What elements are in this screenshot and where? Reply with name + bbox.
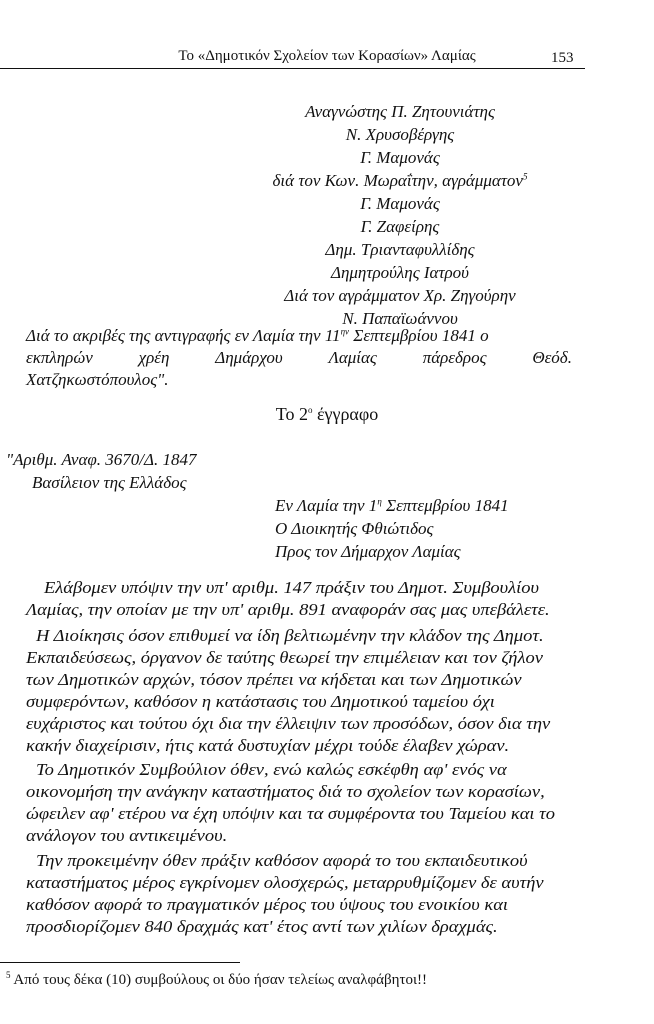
signature-line: Γ. Μαμονάς: [360, 148, 440, 167]
sender-line: Ο Διοικητής Φθιώτιδος: [275, 519, 434, 538]
body-line: ανάλογον του αντικειμένου.: [26, 826, 228, 845]
reference-number: "Αριθμ. Αναφ. 3670/Δ. 1847: [6, 450, 197, 469]
word: εκπληρών: [26, 348, 93, 367]
footnote-ref: 5: [522, 171, 528, 182]
signature-line: Δημητρούλης Ιατρού: [330, 263, 469, 282]
signature-line: Γ. Ζαφείρης: [360, 217, 440, 236]
body-line: των Δημοτικών αρχών, τόσον πρέπει να κήδεται και των Δημοτικών: [26, 670, 522, 689]
body-line: Ελάβομεν υπόψιν την υπ' αριθμ. 147 πράξιν του Δημοτ. Συμβουλίου: [44, 578, 540, 597]
body-line: Το Δημοτικόν Συμβούλιον όθεν, ενώ καλώς εσκέφθη αφ' ενός να: [36, 760, 507, 779]
body-line: καταστήματος μέρος εγκρίνομεν ολοσχερώς, μεταρρυθμίζομεν δε αυτήν: [26, 873, 544, 892]
body-line: Εκπαιδεύσεως, όργανον δε ταύτης θεωρεί την επιμέλειαν και τον ζήλον: [26, 648, 543, 667]
header-divider: [0, 68, 585, 69]
word: Δημάρχου: [215, 348, 283, 367]
text-span: Σεπτεμβρίου 1841 ο: [349, 326, 489, 345]
certification-line-2: [26, 348, 572, 368]
footnote: [6, 972, 427, 989]
word: Λαμίας: [328, 348, 377, 367]
running-header: Το «Δημοτικόν Σχολείον των Κορασίων» Λαμίας: [178, 48, 476, 64]
body-line: καθόσον αφορά το πραγματικόν μέρος του ύψους του ενοικίου και: [26, 895, 509, 914]
date-line: [275, 496, 509, 516]
signature-line: [210, 171, 590, 191]
word: Θεόδ.: [532, 348, 572, 367]
body-line: οικονομήση την ανάγκην καταστήματος διά το σχολείον των κορασίων,: [26, 782, 545, 801]
ordinal-sup: ην: [340, 326, 350, 337]
signature-line: Ν. Χρυσοβέργης: [345, 125, 455, 144]
body-line: κακήν διαχείρισιν, ήτις κατά δυστυχίαν μέχρι τούδε έλαβεν χώραν.: [26, 736, 510, 755]
recipient-line: Προς τον Δήμαρχον Λαμίας: [275, 542, 461, 561]
word: χρέη: [138, 348, 170, 367]
text-span: Διά το ακριβές της αντιγραφής εν Λαμία την 11: [26, 326, 341, 345]
body-line: συμφερόντων, καθόσον η κατάστασις του Δημοτικού ταμείου όχι: [26, 692, 495, 711]
text-span: Σεπτεμβρίου 1841: [381, 496, 509, 515]
footnote-divider: [0, 962, 240, 963]
body-line: Την προκειμένην όθεν πράξιν καθόσον αφορά το του εκπαιδευτικού: [36, 851, 528, 870]
section-title: [0, 404, 654, 425]
text-span: έγγραφο: [312, 404, 379, 424]
text-span: Το 2: [275, 404, 308, 424]
body-line: Η Διοίκησις όσον επιθυμεί να ίδη βελτιωμένην την κλάδον της Δημοτ.: [36, 626, 544, 645]
footnote-marker: 5: [6, 970, 11, 980]
signature-line: Γ. Μαμονάς: [360, 194, 440, 213]
kingdom-line: Βασίλειον της Ελλάδος: [32, 473, 187, 492]
body-line: ώφειλεν αφ' ετέρου να έχη υπόψιν και τα συμφέροντα του Ταμείου και το: [26, 804, 556, 823]
body-line: προσδιορίζομεν 840 δραχμάς κατ' έτος αντί των χιλίων δραχμάς.: [26, 917, 498, 936]
footnote-text: Από τους δέκα (10) συμβούλους οι δύο ήσαν τελείως αναλφάβητοι!!: [10, 972, 428, 988]
signature-line: Ν. Παπαϊωάννου: [342, 309, 458, 328]
signature-text: διά τον Κων. Μωραΐτην, αγράμματον: [272, 171, 523, 190]
body-line: Λαμίας, την οποίαν με την υπ' αριθμ. 891 αναφοράν σας μας υπεβάλετε.: [26, 600, 550, 619]
word: πάρεδρος: [422, 348, 487, 367]
certification-line-3: Χατζηκωστόπουλος".: [26, 370, 169, 389]
signature-line: Αναγνώστης Π. Ζητουνιάτης: [305, 102, 495, 121]
body-line: ευχάριστος και τούτου όχι δια την έλλειψιν των προσόδων, όσον δια την: [26, 714, 551, 733]
certification-line-1: [26, 326, 489, 346]
text-span: Εν Λαμία την 1: [275, 496, 378, 515]
ordinal-sup: ο: [307, 405, 313, 415]
page-number: 153: [551, 50, 574, 66]
signature-line: Δημ. Τριανταφυλλίδης: [325, 240, 475, 259]
signature-line: Διά τον αγράμματον Χρ. Ζηγούρην: [284, 286, 516, 305]
ordinal-sup: η: [377, 496, 382, 507]
